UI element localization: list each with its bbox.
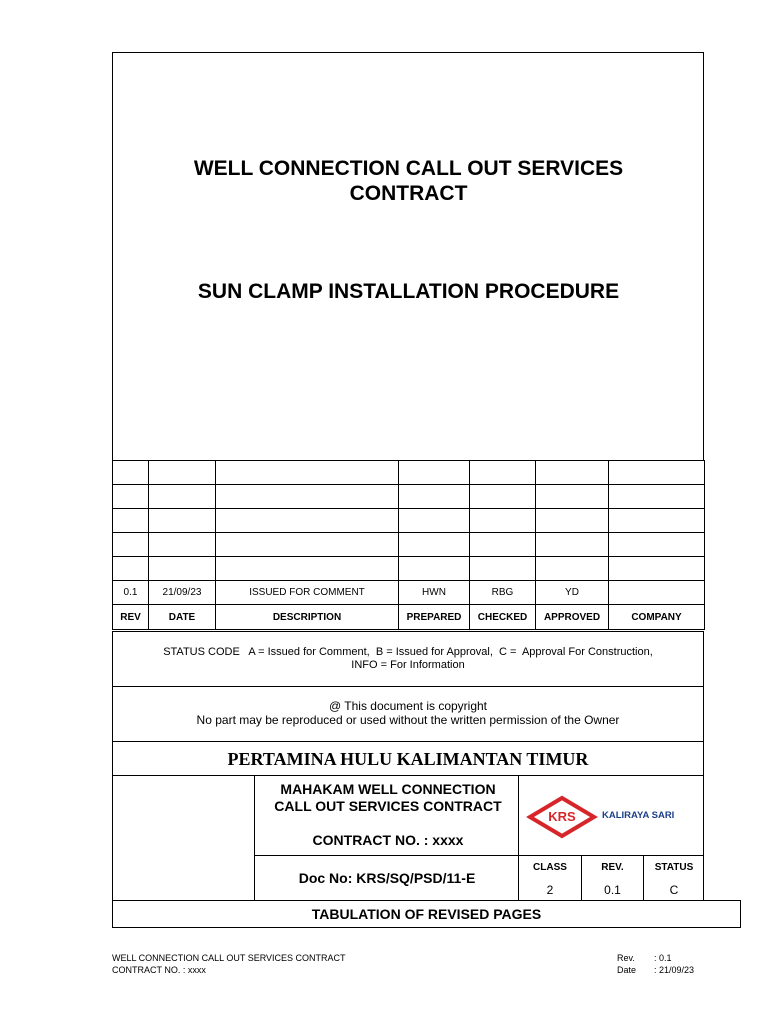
table-cell	[149, 461, 216, 485]
table-cell	[216, 461, 399, 485]
status-code-line1: STATUS CODE A = Issued for Comment, B = Issued for Approval, C = Approval For Construction,	[163, 646, 653, 658]
cover-frame	[112, 52, 704, 461]
table-cell: 21/09/23	[149, 581, 216, 605]
status-label: STATUS	[654, 862, 694, 873]
divider	[254, 855, 704, 856]
footer-rev-value: : 0.1	[654, 953, 672, 963]
table-cell: 0.1	[113, 581, 149, 605]
status-code-line2: INFO = For Information	[351, 659, 465, 671]
table-row	[113, 485, 705, 509]
table-header-row	[113, 605, 705, 630]
rev-value: 0.1	[604, 883, 621, 897]
table-row	[113, 533, 705, 557]
footer-contract-title: WELL CONNECTION CALL OUT SERVICES CONTRACT	[112, 953, 346, 963]
contract-name	[260, 781, 516, 815]
table-row	[113, 557, 705, 581]
table-row	[113, 509, 705, 533]
column-header-description: DESCRIPTION	[216, 605, 399, 630]
table-cell	[470, 485, 536, 509]
copyright-line1: @ This document is copyright	[328, 699, 488, 713]
table-cell	[609, 461, 705, 485]
table-cell	[399, 461, 470, 485]
footer-labels	[617, 952, 636, 976]
table-cell: RBG	[470, 581, 536, 605]
class-label: CLASS	[533, 862, 567, 873]
table-cell	[609, 485, 705, 509]
footer-rev-label: Rev.	[617, 953, 635, 963]
column-header-checked: CHECKED	[470, 605, 536, 630]
class-value: 2	[546, 883, 554, 897]
table-cell	[470, 557, 536, 581]
status-code-legend	[112, 631, 704, 687]
column-header-approved: APPROVED	[536, 605, 609, 630]
contract-number: CONTRACT NO. : xxxx	[312, 832, 464, 848]
revision-table	[112, 460, 705, 630]
table-cell	[536, 485, 609, 509]
footer-date-value: : 21/09/23	[654, 965, 695, 975]
column-header-prepared: PREPARED	[399, 605, 470, 630]
table-cell	[399, 557, 470, 581]
table-cell	[536, 533, 609, 557]
table-cell: ISSUED FOR COMMENT	[216, 581, 399, 605]
table-cell	[536, 557, 609, 581]
company-logo	[526, 795, 696, 839]
table-cell	[216, 509, 399, 533]
table-cell	[149, 533, 216, 557]
table-cell	[609, 557, 705, 581]
footer-left	[112, 952, 346, 976]
table-cell	[399, 509, 470, 533]
table-row	[113, 581, 705, 605]
table-cell	[149, 485, 216, 509]
table-cell: YD	[536, 581, 609, 605]
footer-date-label: Date	[617, 965, 637, 975]
rev-label: REV.	[601, 862, 624, 873]
table-cell	[399, 533, 470, 557]
table-cell	[113, 461, 149, 485]
logo-abbreviation: KRS	[548, 809, 576, 824]
column-header-rev: REV	[113, 605, 149, 630]
document-title-line1: WELL CONNECTION CALL OUT SERVICES	[193, 157, 624, 180]
table-cell	[609, 581, 705, 605]
status-value: C	[669, 883, 679, 897]
table-cell	[113, 557, 149, 581]
document-title	[113, 156, 704, 206]
copyright-notice	[112, 686, 704, 742]
table-row	[113, 461, 705, 485]
table-cell	[216, 557, 399, 581]
table-cell	[216, 533, 399, 557]
column-header-company: COMPANY	[609, 605, 705, 630]
table-cell	[149, 557, 216, 581]
table-cell	[113, 485, 149, 509]
table-cell	[536, 509, 609, 533]
divider	[254, 775, 255, 901]
table-cell	[399, 485, 470, 509]
procedure-title: SUN CLAMP INSTALLATION PROCEDURE	[197, 280, 620, 303]
table-cell	[149, 509, 216, 533]
section-title: TABULATION OF REVISED PAGES	[112, 900, 741, 928]
table-cell	[536, 461, 609, 485]
footer-values	[654, 952, 694, 976]
table-cell	[470, 533, 536, 557]
table-cell	[113, 533, 149, 557]
document-title-line2: CONTRACT	[349, 182, 468, 205]
table-cell	[470, 509, 536, 533]
table-cell	[609, 533, 705, 557]
document-number: Doc No: KRS/SQ/PSD/11-E	[298, 870, 476, 886]
table-cell: HWN	[399, 581, 470, 605]
column-header-date: DATE	[149, 605, 216, 630]
table-cell	[470, 461, 536, 485]
contract-name-line1: MAHAKAM WELL CONNECTION	[280, 781, 496, 797]
company-name: PERTAMINA HULU KALIMANTAN TIMUR	[112, 741, 704, 776]
logo-company-name: KALIRAYA SARI	[602, 810, 675, 821]
contract-name-line2: CALL OUT SERVICES CONTRACT	[274, 798, 502, 814]
copyright-line2: No part may be reproduced or used without the written permission of the Owner	[196, 713, 620, 727]
table-cell	[609, 509, 705, 533]
footer-contract-number: CONTRACT NO. : xxxx	[112, 965, 206, 975]
table-cell	[216, 485, 399, 509]
table-cell	[113, 509, 149, 533]
